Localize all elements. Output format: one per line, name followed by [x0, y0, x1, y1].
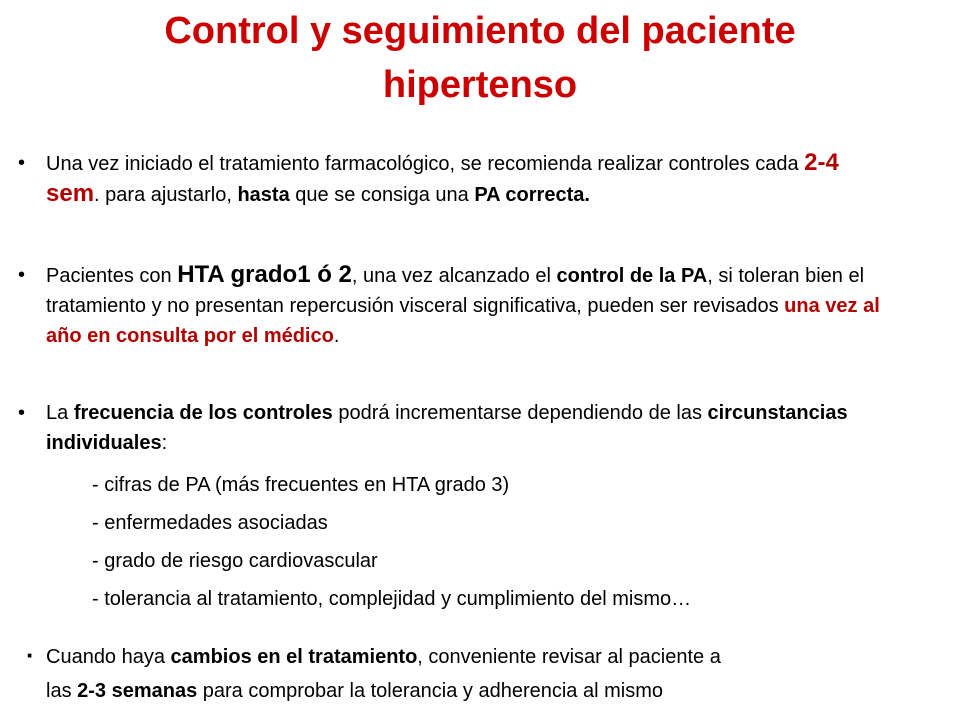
bullet-text	[46, 398, 898, 458]
text-segment: para comprobar la tolerancia y adherencia al mismo	[197, 680, 663, 702]
title-line-1: Control y seguimiento del paciente	[164, 10, 796, 52]
bullet-dot: •	[18, 264, 26, 286]
bold-segment: PA correcta.	[474, 184, 590, 206]
text-segment: que se consiga una	[289, 184, 475, 206]
text-segment: . para ajustarlo,	[94, 184, 238, 206]
text-segment: La	[46, 402, 74, 424]
sub-item: - enfermedades asociadas	[92, 512, 328, 534]
sub-item: - tolerancia al tratamiento, complejidad y cumplimiento del mismo…	[92, 588, 692, 610]
bold-segment: circunstancias individuales	[46, 402, 848, 454]
bullet-item	[18, 260, 898, 351]
bullet-text	[46, 148, 898, 210]
sub-item: - grado de riesgo cardiovascular	[92, 550, 378, 572]
text-segment: Una vez iniciado el tratamiento farmacológico, se recomienda realizar controles cada	[46, 153, 805, 175]
page-title	[0, 4, 960, 112]
text-segment: , si toleran bien el tratamiento y no presentan repercusión visceral significativa, pueden ser revisados	[46, 265, 865, 317]
text-segment: .	[333, 325, 340, 347]
bullet-dot: ·	[26, 640, 35, 670]
red-bold-segment: una vez al año en consulta por el médico	[46, 295, 880, 347]
final-line-1	[46, 640, 956, 674]
highlight-grade: HTA grado1 ó 2	[177, 261, 352, 288]
bold-segment: frecuencia de los controles	[73, 402, 333, 424]
text-segment: las	[46, 680, 78, 702]
sub-item: - cifras de PA (más frecuentes en HTA grado 3)	[92, 474, 510, 496]
text-segment: :	[161, 432, 168, 454]
text-segment: , una vez alcanzado el	[351, 265, 557, 287]
bold-segment: cambios en el tratamiento	[170, 646, 418, 668]
final-line-2	[46, 674, 956, 708]
bullet-text	[46, 260, 898, 351]
text-segment: podrá incrementarse dependiendo de las	[332, 402, 708, 424]
bullet-dot: •	[18, 402, 26, 424]
final-paragraph	[26, 640, 956, 708]
highlight-interval: 2-4 sem	[46, 149, 839, 207]
bold-segment: 2-3 semanas	[77, 680, 198, 702]
title-line-2: hipertenso	[382, 64, 578, 106]
text-segment: Cuando haya	[46, 646, 171, 668]
bold-segment: control de la PA	[556, 265, 708, 287]
bullet-item	[18, 398, 898, 458]
text-segment: Pacientes con	[46, 265, 178, 287]
text-segment: , conveniente revisar al paciente a	[417, 646, 721, 668]
bullet-item	[18, 148, 898, 210]
bold-segment: hasta	[237, 184, 290, 206]
bullet-dot: •	[18, 152, 26, 174]
